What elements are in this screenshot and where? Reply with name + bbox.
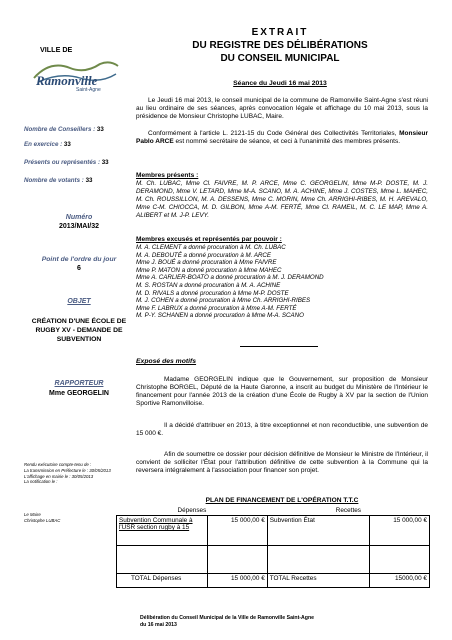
total-depenses-label: TOTAL Dépenses (117, 574, 208, 588)
separator-line (240, 346, 318, 347)
recette-label: Subvention État (267, 516, 369, 546)
table-row-empty (117, 546, 430, 574)
list-item: M. P-Y. SCHANEN a donné procuration à Mme M-A. SCANO (136, 312, 304, 320)
expose-paragraph-3: Afin de soumettre ce dossier pour décision définitive de Monsieur le Ministre de l'Intérieur, il convient de solliciter l'État pour l'attribution définitive de cette subvention à la Commune qui la reversera intégralement à l'association pour financer son projet. (136, 451, 428, 475)
excuses-title: Membres excusés et représentés par pouvoir : (136, 236, 282, 243)
list-item: Mme F. LABRUX a donné procuration à Mme A-M. FERTÉ (136, 304, 297, 312)
objet-text: CRÉATION D'UNE ÉCOLE DE RUGBY XV - DEMANDE DE SUBVENTION (31, 318, 127, 344)
financing-table (116, 506, 430, 588)
table-total-row (117, 574, 430, 588)
list-item: Mme J. BOUÉ a donné procuration à Mme FAIVRE (136, 259, 277, 267)
expose-title: Exposé des motifs (136, 358, 197, 365)
presents-list: M. Ch. LUBAC, Mme Cl. FAIVRE, M. P. ARCE, Mme C. GEORGELIN, Mme M-P. DOSTE, M. J. DERAMOND, Mme V. LETARD, Mme M-A. SCANO, M. A. ACHINE, Mme J. COSTES, Mme L. MAHEC, M. Ch. ROUSSILLON, M. A. DESSENS, Mme C. MORIN, Mme Ch. ARRIGHI-RIBES, M. H. AREVALO, Mme C-M. CHIOCCA, M. D. GILBON, Mme A-M. FERTÉ, Mme Cl. RAMEIL, M. C. LE MAP, Mme A. ALIBERT et M. J-P. LEVY. (136, 180, 428, 219)
table-row (117, 516, 430, 546)
depense-label: Subvention Communale à l'USR section rugby à 15 (117, 516, 208, 546)
point-ordre-block: Point de l'ordre du jour 6 (41, 256, 117, 272)
execution-note: Rendu exécutoire compte-tenu de : La transmission en Préfecture le : 30/05/2013 L'affichage en mairie le : 30/05/2013 La notification le : (24, 462, 111, 485)
depenses-header: Dépenses (177, 507, 207, 514)
presents-row: Présents ou représentés : 33 (24, 159, 109, 166)
presents-title: Membres présents : (136, 172, 199, 179)
table-header-row (117, 506, 430, 516)
numero-block: Numéro 2013/MAI/32 (58, 214, 100, 230)
total-recettes-label: TOTAL Recettes (267, 574, 369, 588)
list-item: M. S. ROSTAN a donné procuration à M. A. ACHINE (136, 281, 281, 289)
total-depenses-value: 15 000,00 € (208, 574, 268, 588)
total-recettes-value: 15000,00 € (370, 574, 430, 588)
expose-paragraph-1: Madame GEORGELIN indique que le Gouvernement, sur proposition de Monsieur Christophe BORGEL, Député de la Haute Garonne, a inscrit au budget du Ministère de l'Intérieur le financement pour l'année 2013 de la création d'une École de Rugby à XV par la section de l'Union Sportive Ramonvilloise. (136, 376, 428, 408)
ramonville-logo (30, 58, 122, 92)
page-footer: Délibération du Conseil Municipal de la Ville de Ramonville Saint-Agne du 16 mai 2013 (140, 615, 315, 628)
expose-paragraph-2: Il a décidé d'attribuer en 2013, à titre exceptionnel et non reconductible, une subvention de 15 000 €. (136, 422, 428, 438)
list-item: Mme A. CARLIER-BOATO a donné procuration à M. J. DERAMOND (136, 274, 324, 282)
ville-de-label: VILLE DE (40, 45, 73, 54)
objet-block: OBJET CRÉATION D'UNE ÉCOLE DE RUGBY XV - DEMANDE DE SUBVENTION (24, 298, 134, 345)
depense-value: 15 000,00 € (208, 516, 268, 546)
exercice-row: En exercice : 33 (24, 141, 71, 148)
list-item: Mme P. MATON a donné procuration à Mme MAHEC (136, 266, 282, 274)
document-title: EXTRAIT DU REGISTRE DES DÉLIBÉRATIONS DU CONSEIL MUNICIPAL (192, 27, 368, 64)
plan-title: PLAN DE FINANCEMENT DE L'OPÉRATION T.T.C (205, 497, 359, 504)
logo-text: Ramonville (36, 73, 98, 88)
logo-sub: Saint-Agne (76, 87, 101, 92)
intro-paragraph: Le Jeudi 16 mai 2013, le conseil municipal de la commune de Ramonville Saint-Agne s'est réuni au lieu ordinaire de ses séances, après convocation légale et affichage du 10 mai 2013, sous la présidence de Monsieur Christophe LUBAC, Maire. (136, 97, 428, 121)
excuses-list (136, 244, 428, 320)
votants-row: Nombre de votants : 33 (24, 177, 93, 184)
list-item: M. A. CLEMENT a donné procuration à M. Ch. LUBAC (136, 244, 286, 251)
list-item: M. A. DEBOUTÉ a donné procuration à M. ARCE (136, 251, 272, 259)
rapporteur-block: RAPPORTEUR Mme GEORGELIN (49, 380, 109, 397)
maire-signature: Le Maire Christophe LUBAC (24, 512, 61, 523)
seance-date: Séance du Jeudi 16 mai 2013 (233, 80, 327, 87)
conseillers-row: Nombre de Conseillers : 33 (24, 126, 104, 133)
list-item: M. D. RIVALS a donné procuration à Mme M-P. DOSTE (136, 289, 289, 297)
recette-value: 15 000,00 € (370, 516, 430, 546)
secretaire-paragraph: Conformément à l'article L. 2121-15 du Code Général des Collectivités Territoriales, Monsieur Pablo ARCE est nommé secrétaire de séance, et ceci à l'unanimité des membres présents. (136, 130, 428, 146)
recettes-header: Recettes (335, 507, 361, 514)
list-item: M. J. COHEN a donné procuration à Mme Ch. ARRIGHI-RIBES (136, 297, 311, 305)
